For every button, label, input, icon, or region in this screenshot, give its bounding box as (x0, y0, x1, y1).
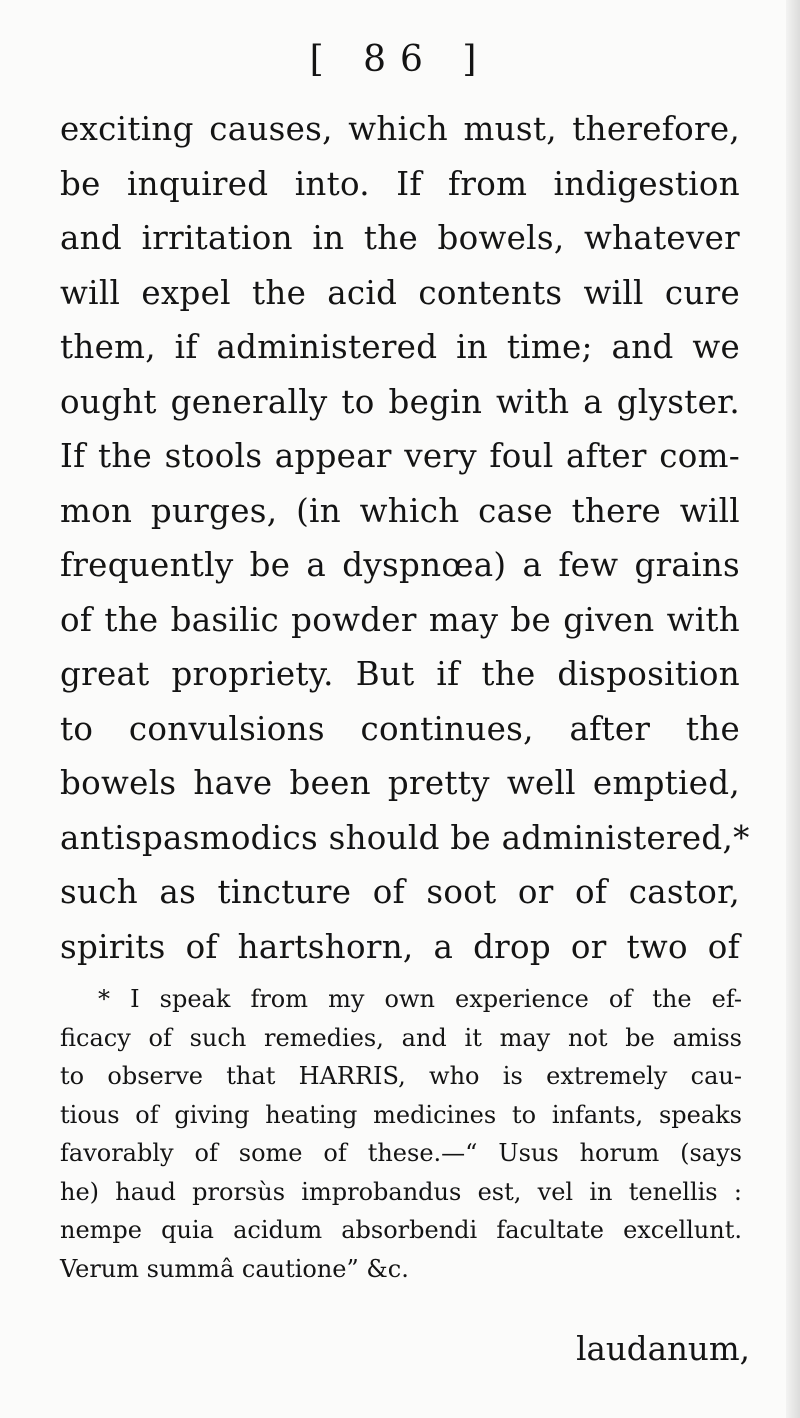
page-number: [ 86 ] (309, 39, 491, 80)
footnote-line: tious of giving heating medicines to infants, speaks (60, 1100, 742, 1129)
body-line: of the basilic powder may be given with (60, 600, 740, 639)
body-line: frequently be a dyspnœa) a few grains (60, 546, 740, 584)
page-edge (786, 0, 800, 1418)
body-line: bowels have been pretty well emptied, (60, 764, 740, 802)
footnote-line: * I speak from my own experience of the ef- (98, 985, 742, 1013)
footnote-line: Verum summâ cautione” &c. (60, 1254, 409, 1283)
footnote (60, 980, 742, 1288)
body-line: antispasmodics should be administered,* (60, 818, 750, 857)
body-line: spirits of hartshorn, a drop or two of (60, 927, 740, 966)
body-line: be inquired into. If from indigestion (60, 164, 740, 203)
body-line: If the stools appear very foul after com- (60, 437, 740, 475)
footnote-line: to observe that HARRIS, who is extremely cau- (60, 1062, 742, 1090)
body-text (60, 102, 750, 974)
footnote-line: ficacy of such remedies, and it may not be amiss (60, 1023, 742, 1052)
body-line: will expel the acid contents will cure (60, 273, 740, 312)
footnote-line: favorably of some of these.—“ Usus horum (says (60, 1139, 742, 1167)
body-line: them, if administered in time; and we (60, 328, 740, 366)
body-line: exciting causes, which must, therefore, (60, 110, 740, 148)
body-line: mon purges, (in which case there will (60, 491, 740, 530)
body-line: such as tincture of soot or of castor, (60, 873, 740, 911)
catchword: laudanum, (576, 1330, 750, 1368)
body-line: to convulsions continues, after the (60, 709, 740, 748)
footnote-line: nempe quia acidum absorbendi facultate excellunt. (60, 1216, 742, 1244)
body-line: ought generally to begin with a glyster. (60, 382, 740, 421)
body-line: and irritation in the bowels, whatever (60, 219, 740, 257)
body-line: great propriety. But if the disposition (60, 655, 740, 693)
footnote-line: he) haud prorsùs improbandus est, vel in tenellis : (60, 1177, 742, 1206)
